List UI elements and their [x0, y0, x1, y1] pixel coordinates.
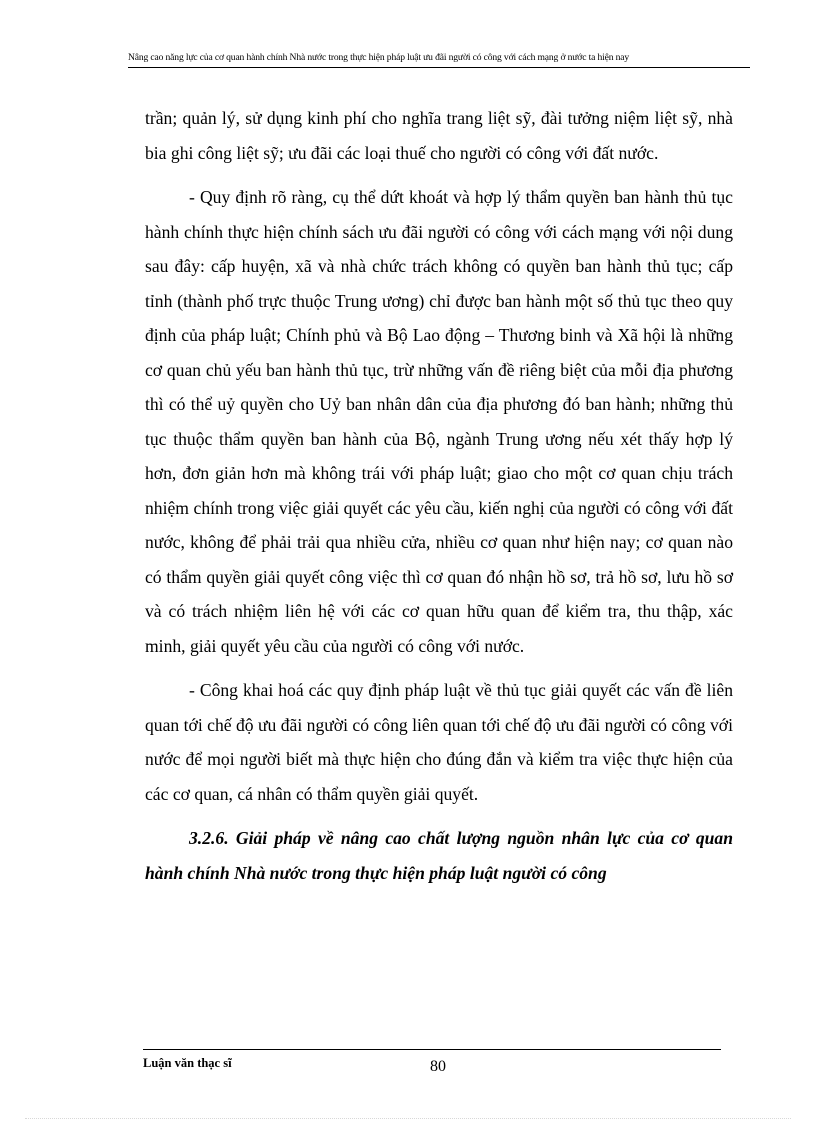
document-body: [145, 101, 733, 890]
section-heading: 3.2.6. Giải pháp về nâng cao chất lượng nguồn nhân lực của cơ quan hành chính Nhà nước trong thực hiện pháp luật người có công: [145, 828, 733, 883]
footer-label: Luận văn thạc sĩ: [143, 1056, 232, 1070]
paragraph-authority-rules: - Quy định rõ ràng, cụ thể dứt khoát và hợp lý thẩm quyền ban hành thủ tục hành chính thực hiện chính sách ưu đãi người có công với cách mạng với nội dung sau đây: cấp huyện, xã và nhà chức trách không có quyền ban hành thủ tục; cấp tỉnh (thành phố trực thuộc Trung ương) chỉ được ban hành một số thủ tục theo quy định của pháp luật; Chính phủ và Bộ Lao động – Thương binh và Xã hội là những cơ quan chủ yếu ban hành thủ tục, trừ những vấn đề riêng biệt của mỗi địa phương thì có thể uỷ quyền cho Uỷ ban nhân dân của địa phương đó ban hành; những thủ tục thuộc thẩm quyền ban hành của Bộ, ngành Trung ương nếu xét thấy hợp lý hơn, đơn giản hơn mà không trái với pháp luật; giao cho một cơ quan chịu trách nhiệm chính trong việc giải quyết các yêu cầu, kiến nghị của người có công với đất nước, không để phải trải qua nhiều cửa, nhiều cơ quan như hiện nay; cơ quan nào có thẩm quyền giải quyết công việc thì cơ quan đó nhận hồ sơ, trả hồ sơ, lưu hồ sơ và có trách nhiệm liên hệ với các cơ quan hữu quan để kiểm tra, thu thập, xác minh, giải quyết yêu cầu của người có công với nước.: [145, 187, 733, 656]
page-bottom-border: [25, 1118, 791, 1119]
running-header: Nâng cao năng lực của cơ quan hành chính Nhà nước trong thực hiện pháp luật ưu đãi người có công với cách mạng ở nước ta hiện nay: [128, 52, 750, 68]
footer-divider: [143, 1049, 721, 1050]
page-number: 80: [430, 1058, 446, 1075]
paragraph-publicize-rules: - Công khai hoá các quy định pháp luật về thủ tục giải quyết các vấn đề liên quan tới chế độ ưu đãi người có công liên quan tới chế độ ưu đãi người có công với nước để mọi người biết mà thực hiện cho đúng đắn và kiểm tra việc thực hiện của các cơ quan, cá nhân có thẩm quyền giải quyết.: [145, 680, 733, 804]
paragraph-continuation: trần; quản lý, sử dụng kinh phí cho nghĩa trang liệt sỹ, đài tưởng niệm liệt sỹ, nhà bia ghi công liệt sỹ; ưu đãi các loại thuế cho người có công với đất nước.: [145, 108, 733, 163]
